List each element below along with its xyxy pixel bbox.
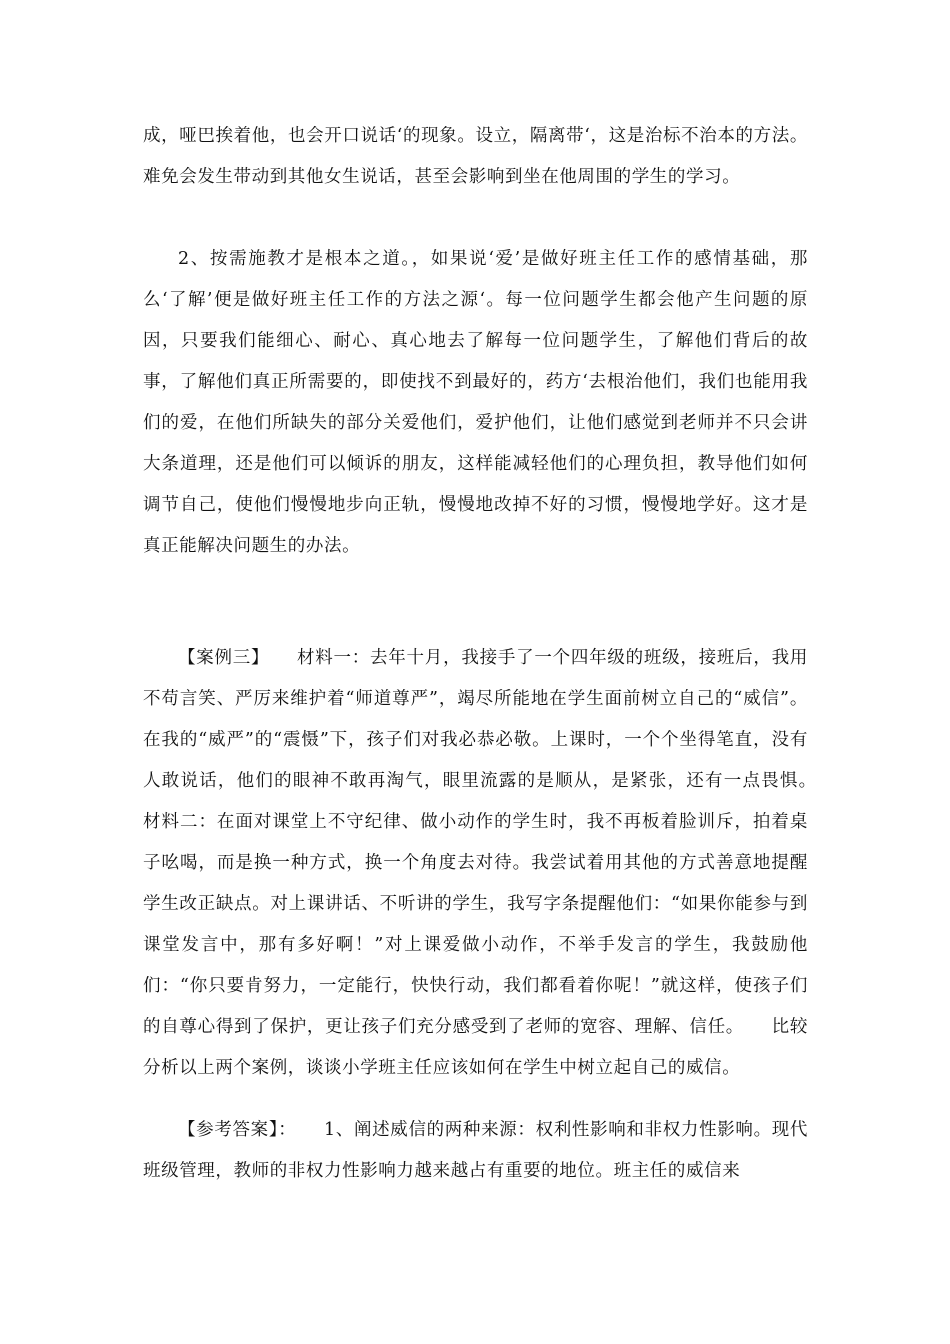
paragraph-reference-answer: 【参考答案】： 1、阐述威信的两种来源：权利性影响和非权力性影响。现代班级管理，教师的非权力性影响力越来越占有重要的地位。班主任的威信来: [143, 1120, 808, 1181]
paragraph-point-2: 2、按需施教才是根本之道。，如果说‘爱’是做好班主任工作的感情基础，那么‘了解’便是做好班主任工作的方法之源‘。每一位问题学生都会他产生问题的原因，只要我们能细心、耐心、真心地去了解每一位问题学生，了解他们背后的故事，了解他们真正所需要的，即使找不到最好的，药方‘去根治他们，我们也能用我们的爱，在他们所缺失的部分关爱他们，爱护他们，让他们感觉到老师并不只会讲大条道理，还是他们可以倾诉的朋友，这样能减轻他们的心理负担，教导他们如何调节自己，使他们慢慢地步向正轨，慢慢地改掉不好的习惯，慢慢地学好。这才是真正能解决问题生的办法。: [143, 249, 808, 556]
paragraph-continuation: 成，哑巴挨着他，也会开口说话‘的现象。设立，隔离带‘，这是治标不治本的方法。难免会发生带动到其他女生说话，甚至会影响到坐在他周围的学生的学习。: [143, 126, 808, 187]
paragraph-case-3: 【案例三】 材料一：去年十月，我接手了一个四年级的班级，接班后，我用不苟言笑、严厉来维护着“师道尊严”，竭尽所能地在学生面前树立自己的“威信”。在我的“威严”的“震慑”下，孩子们对我必恭必敬。上课时，一个个坐得笔直，没有人敢说话，他们的眼神不敢再淘气，眼里流露的是顺从，是紧张，还有一点畏惧。 材料二：在面对课堂上不守纪律、做小动作的学生时，我不再板着脸训斥，拍着桌子吆喝，而是换一种方式，换一个角度去对待。我尝试着用其他的方式善意地提醒学生改正缺点。对上课讲话、不听讲的学生，我写字条提醒他们：“如果你能参与到课堂发言中，那有多好啊！”对上课爱做小动作，不举手发言的学生，我鼓励他们：“你只要肯努力，一定能行，快快行动，我们都看着你呢！”就这样，使孩子们的自尊心得到了保护，更让孩子们充分感受到了老师的宽容、理解、信任。 比较分析以上两个案例，谈谈小学班主任应该如何在学生中树立起自己的威信。: [143, 648, 899, 1078]
